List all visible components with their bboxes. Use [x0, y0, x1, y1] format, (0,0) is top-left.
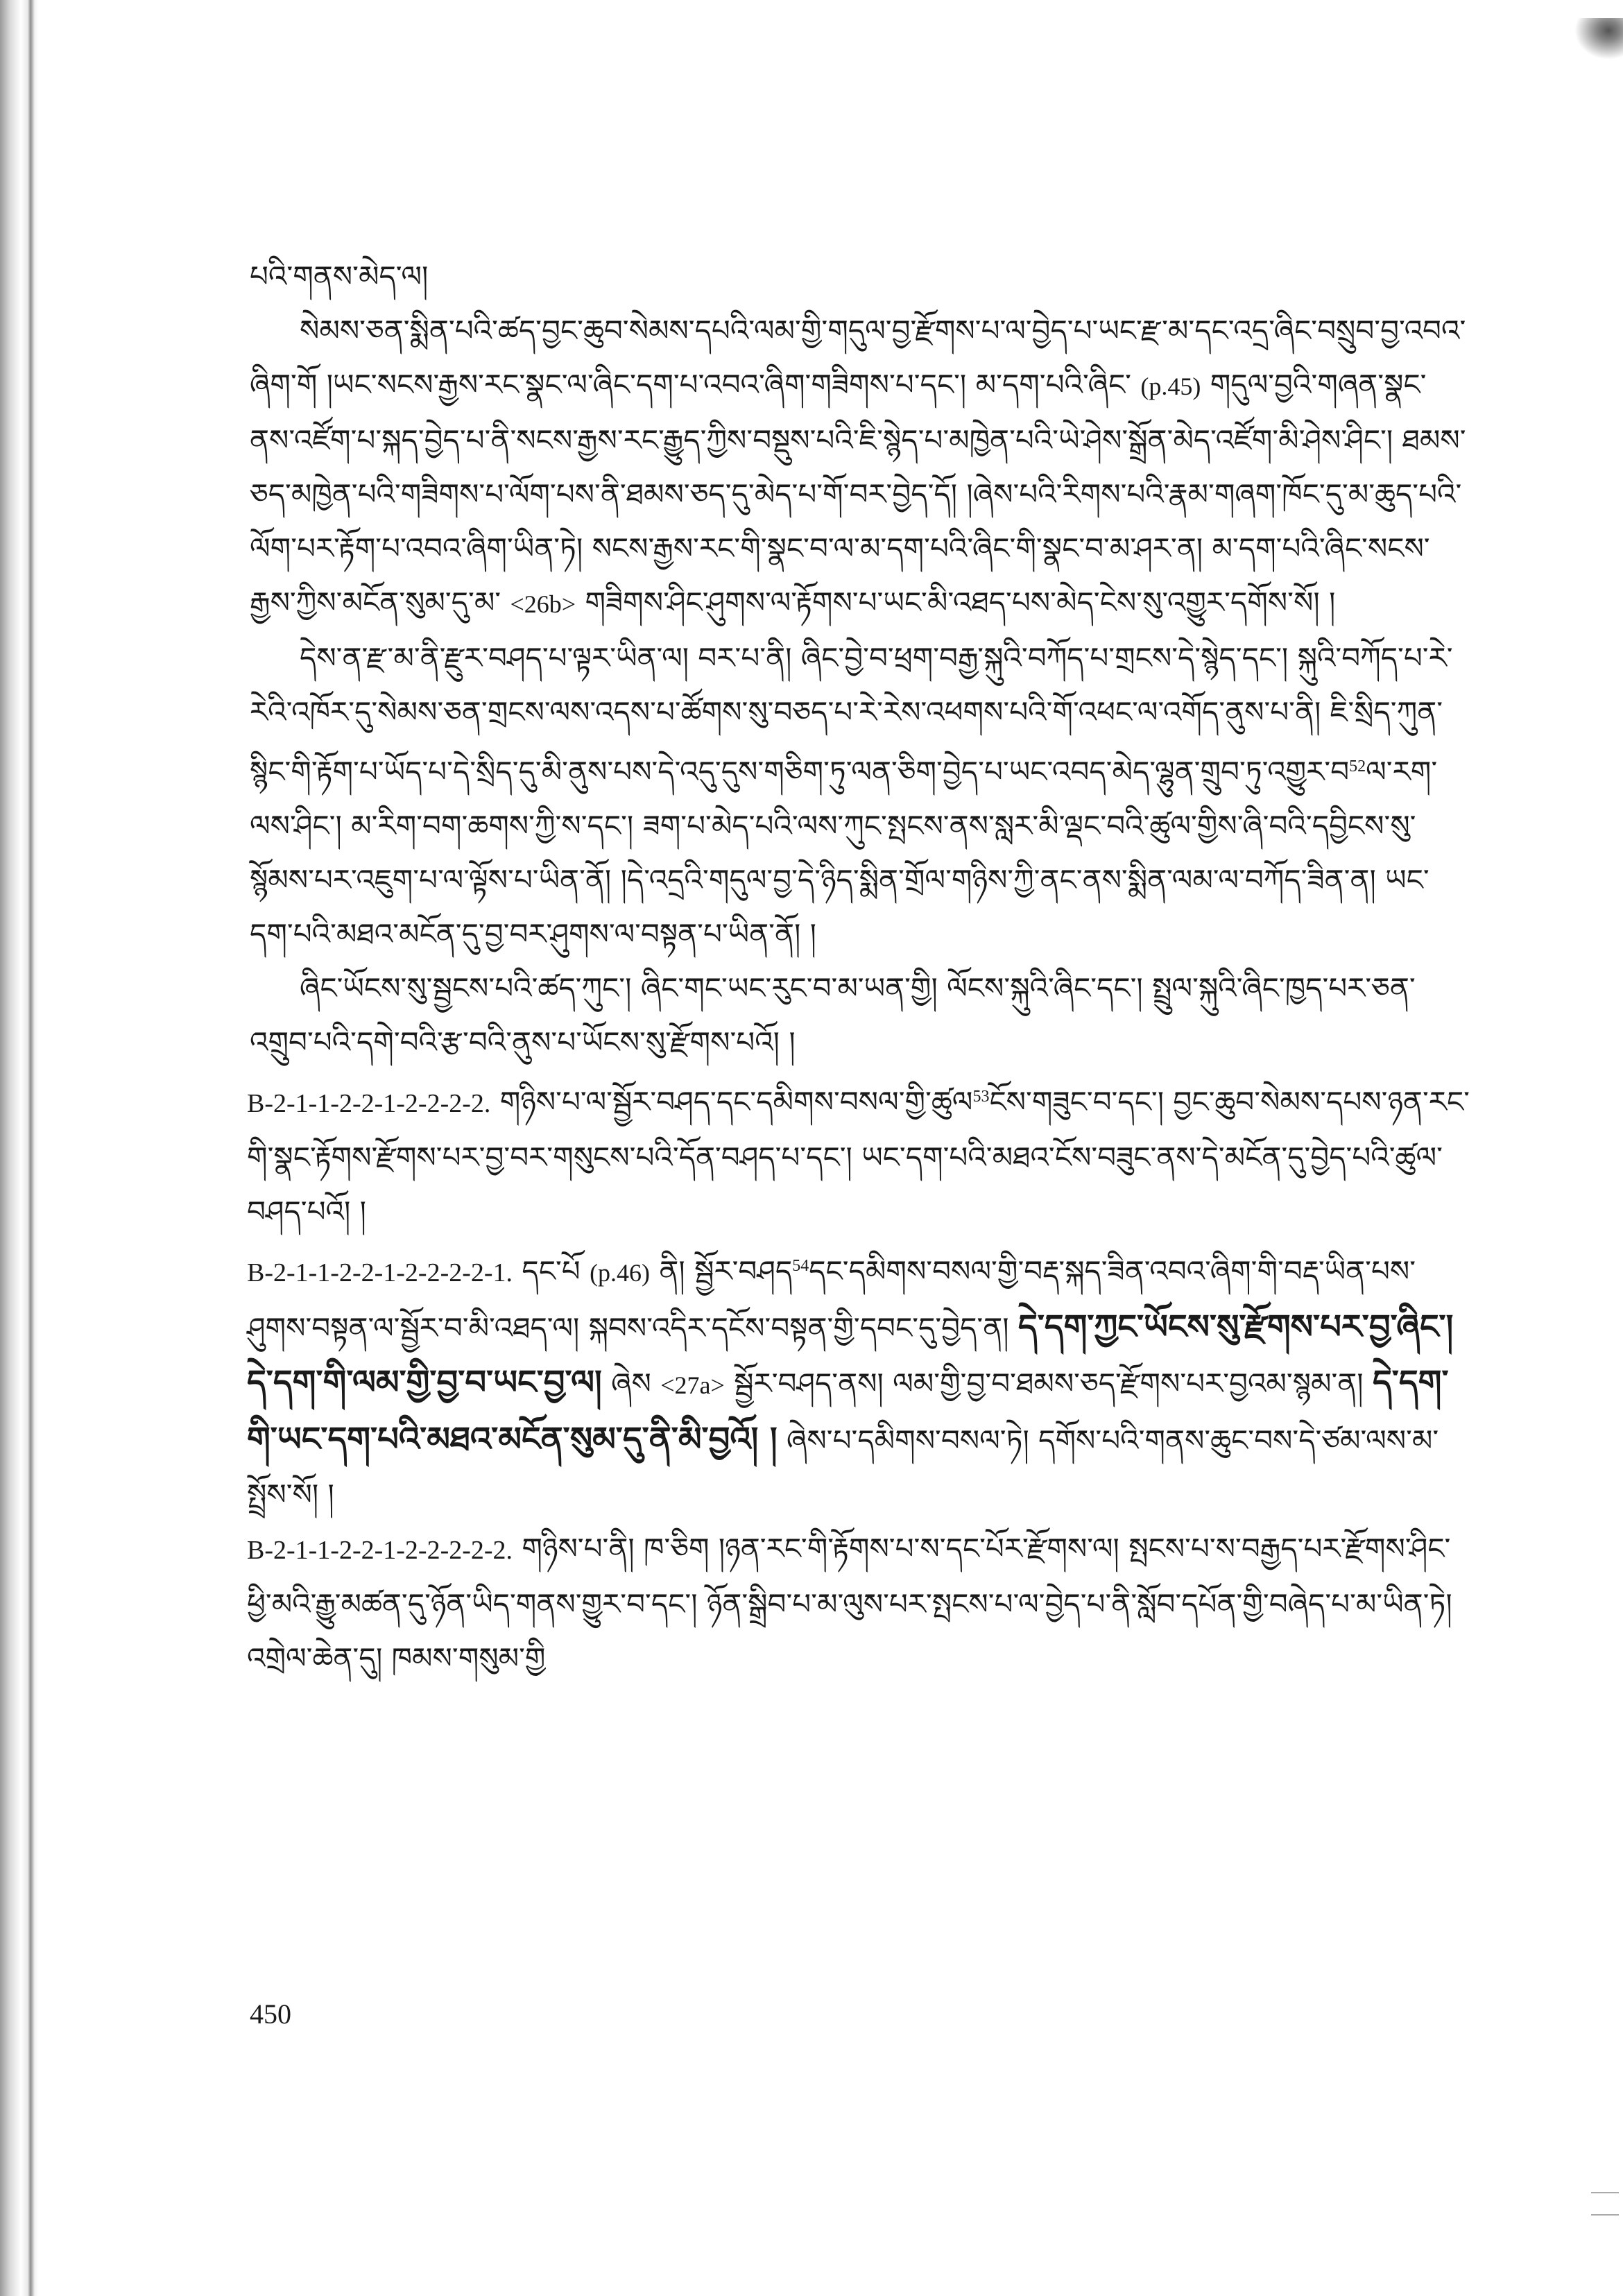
section-heading-3: [247, 1522, 1470, 1686]
footnote-marker: 54: [792, 1257, 809, 1275]
section-heading-2: [247, 1239, 1470, 1522]
paragraph-3: [250, 961, 1470, 1070]
text-run: དང་པོ: [522, 1254, 581, 1288]
text-run: གཉིས་པ་ལ་སྦྱོར་བཤད་དང་དམིགས་བསལ་གྱི་ཚུལ: [499, 1085, 973, 1119]
text-run: སྦྱོར་བཤད་ནས། ལམ་གྱི་བྱ་བ་ཐམས་ཅད་རྫོགས་པར་བྱའམ་སྙམ་ན།: [734, 1367, 1364, 1400]
text-run: ནི། སྦྱོར་བཤད: [659, 1254, 793, 1288]
text-run: ལ་རག་ལས་ཤིང་། མ་རིག་བག་ཆགས་ཀྱི་ས་དང་། ཟག་པ་མེད་པའི་ལས་ཀུང་སྤངས་ནས་སླར་མི་ལྡང་བའི་ཚུལ་གྱིས་ཞི་བའི་དབྱིངས་སུ་སྙོམས་པར་འཇུག་པ་ལ་ལྟོས་པ་ཡིན་ནོ། །དེ་འདྲའི་གདུལ་བྱ་དེ་ཉིད་སྨིན་གྲོལ་གཉིས་ཀྱི་ནང་ནས་སྨིན་ལམ་ལ་བཀོད་ཟིན་ན། ཡང་དག་པའི་མཐའ་མངོན་དུ་བྱ་བར་ཤུགས་ལ་བསྟན་པ་ཡིན་ནོ། །: [250, 755, 1438, 951]
section-number: B-2-1-1-2-2-1-2-2-2-2-1.: [247, 1258, 513, 1287]
section-number: B-2-1-1-2-2-1-2-2-2-2.: [247, 1089, 491, 1118]
scan-corner-smudge: [1574, 18, 1623, 60]
folio-reference: <27a>: [660, 1371, 725, 1399]
text-line: པའི་གནས་མེད་ལ།: [250, 259, 429, 293]
section-heading-1: [247, 1070, 1470, 1239]
text-run: དེས་ན་རྫ་མ་ནི་རྫུར་བཤད་པ་ལྟར་ཡིན་ལ། བར་པ་ནི། ཞིང་བྱེ་བ་ཕྲག་བརྒྱ་སྐུའི་བཀོད་པ་གྲངས་དེ་སྙེད་དང་། སྐུའི་བཀོད་པ་རེ་རེའི་འཁོར་དུ་སེམས་ཅན་གྲངས་ལས་འདས་པ་ཚོགས་སུ་བཅད་པ་རེ་རེས་འཕགས་པའི་གོ་འཕང་ལ་འགོད་ནུས་པ་ནི། ཇི་སྲིད་ཀུན་སྙིང་གི་རྟོག་པ་ཡོད་པ་དེ་སྲིད་དུ་མི་ནུས་པས་དེ་འདུ་དུས་གཅིག་ཏུ་ལན་ཅིག་བྱེད་པ་ཡང་འབད་མེད་ལྷུན་གྲུབ་ཏུ་འགྱུར་བ: [250, 641, 1453, 789]
page-body: [247, 250, 1470, 1686]
footnote-marker: 52: [1349, 757, 1366, 776]
text-run: དང་དམིགས་བསལ་གྱི་བརྡ་སྐད་ཟིན་འབའ་ཞིག་གི་བརྡ་ཡིན་པས་ཤུགས་བསྟན་ལ་སྦྱོར་བ་མི་འཐད་ལ། སྐབས་འདིར་དངོས་བསྟན་གྱི་དབང་དུ་བྱེད་ན།: [247, 1254, 1416, 1345]
paragraph-2: [250, 631, 1470, 961]
text-run: ཞེས: [611, 1367, 651, 1400]
page-number: 450: [250, 1998, 291, 2030]
text-run: སེམས་ཅན་སྨིན་པའི་ཚད་བྱང་ཆུབ་སེམས་དཔའི་ལམ་གྱི་གདུལ་བྱ་རྫོགས་པ་ལ་བྱེད་པ་ཡང་རྫ་མ་དང་འདྲ་ཞིང་བསྲུབ་བྱ་འབའ་ཞིག་གོ །ཡང་སངས་རྒྱས་རང་སྣང་ལ་ཞིང་དག་པ་འབའ་ཞིག་གཟིགས་པ་དང་། མ་དག་པའི་ཞིང་: [250, 314, 1466, 402]
text-run: ངོས་གཟུང་བ་དང་། བྱང་ཆུབ་སེམས་དཔས་ཉན་རང་གི་སྣང་རྟོགས་རྫོགས་པར་བྱ་བར་གསུངས་པའི་དོན་བཤད་པ་དང་། ཡང་དག་པའི་མཐའ་ངོས་བཟུང་ནས་དེ་མངོན་དུ་བྱེད་པའི་ཚུལ་བཤད་པའོ། །: [247, 1085, 1470, 1228]
footnote-marker: 53: [972, 1088, 990, 1106]
section-number: B-2-1-1-2-2-1-2-2-2-2-2.: [247, 1536, 513, 1565]
root-text-quote: དེ་དག་ཀྱང་ཡོངས་སུ་རྫོགས་པར་བྱ་ཞིང་། དེ་དག་གི་ལམ་གྱི་བྱ་བ་ཡང་བྱ་ལ།: [247, 1308, 1454, 1402]
page-reference: (p.46): [590, 1259, 651, 1287]
book-binding-shadow: [0, 0, 39, 2296]
paragraph-opening: [250, 250, 1470, 304]
folio-reference: <26b>: [510, 590, 576, 618]
text-run: གཟིགས་ཤིང་ཤུགས་ལ་རྟོགས་པ་ཡང་མི་འཐད་པས་མེད་ངེས་སུ་འགྱུར་དགོས་སོ། །: [585, 585, 1336, 619]
text-run: གདུལ་བྱའི་གཞན་སྣང་ནས་འཛོག་པ་སྐད་བྱེད་པ་ནི་སངས་རྒྱས་རང་རྒྱུད་ཀྱིས་བསྡུས་པའི་ཇི་སྙེད་པ་མཁྱེན་པའི་ཡེ་ཤེས་སྒྲོན་མེད་འཛོག་མི་ཤེས་ཤིང་། ཐམས་ཅད་མཁྱེན་པའི་གཟིགས་པ་ལོག་པས་ནི་ཐམས་ཅད་དུ་མེད་པ་གོ་བར་བྱེད་དོ། །ཞེས་པའི་རིགས་པའི་རྣམ་གཞག་ཁོང་དུ་མ་ཆུད་པའི་ལོག་པར་རྟོག་པ་འབའ་ཞིག་ཡིན་ཏེ། སངས་རྒྱས་རང་གི་སྣང་བ་ལ་མ་དག་པའི་ཞིང་གི་སྣང་བ་མ་ཤར་ན། མ་དག་པའི་ཞིང་སངས་རྒྱས་ཀྱིས་མངོན་སུམ་དུ་མ་: [250, 368, 1466, 619]
page-reference: (p.45): [1140, 372, 1201, 400]
text-run: གཉིས་པ་ནི། ཁ་ཅིག །ཉན་རང་གི་རྟོགས་པ་ས་དང་པོར་རྫོགས་ལ། སྤངས་པ་ས་བརྒྱད་པར་རྫོགས་ཤིང་ཕྱི་མའི་རྒྱུ་མཚན་དུ་ཉོན་ཡིད་གནས་གྱུར་བ་དང་། ཉོན་སྒྲིབ་པ་མ་ལུས་པར་སྤངས་པ་ལ་བྱེད་པ་ནི་སློབ་དཔོན་གྱི་བཞེད་པ་མ་ཡིན་ཏེ། འགྲེལ་ཆེན་དུ། ཁམས་གསུམ་གྱི: [247, 1532, 1452, 1675]
root-text-quote: དེ་དག་གི་ཡང་དག་པའི་མཐའ་མངོན་སུམ་དུ་ནི་མི་བྱའོ། །: [247, 1363, 1449, 1459]
scan-edge-marks: [1591, 2192, 1619, 2216]
paragraph-1: [250, 304, 1470, 631]
text-run: ཞེས་པ་དམིགས་བསལ་ཏེ། དགོས་པའི་གནས་ཆུང་བས་དེ་ཙམ་ལས་མ་སྤྲོས་སོ། །: [247, 1423, 1439, 1511]
text-run: ཞིང་ཡོངས་སུ་སྦྱངས་པའི་ཚད་ཀུང་། ཞིང་གང་ཡང་རུང་བ་མ་ཡན་གྱི། ལོངས་སྐུའི་ཞིང་དང་། སྤྲུལ་སྐུའི་ཞིང་ཁྱད་པར་ཅན་འགྲུབ་པའི་དགེ་བའི་རྩ་བའི་ནུས་པ་ཡོངས་སུ་རྫོགས་པའོ། །: [250, 971, 1416, 1059]
